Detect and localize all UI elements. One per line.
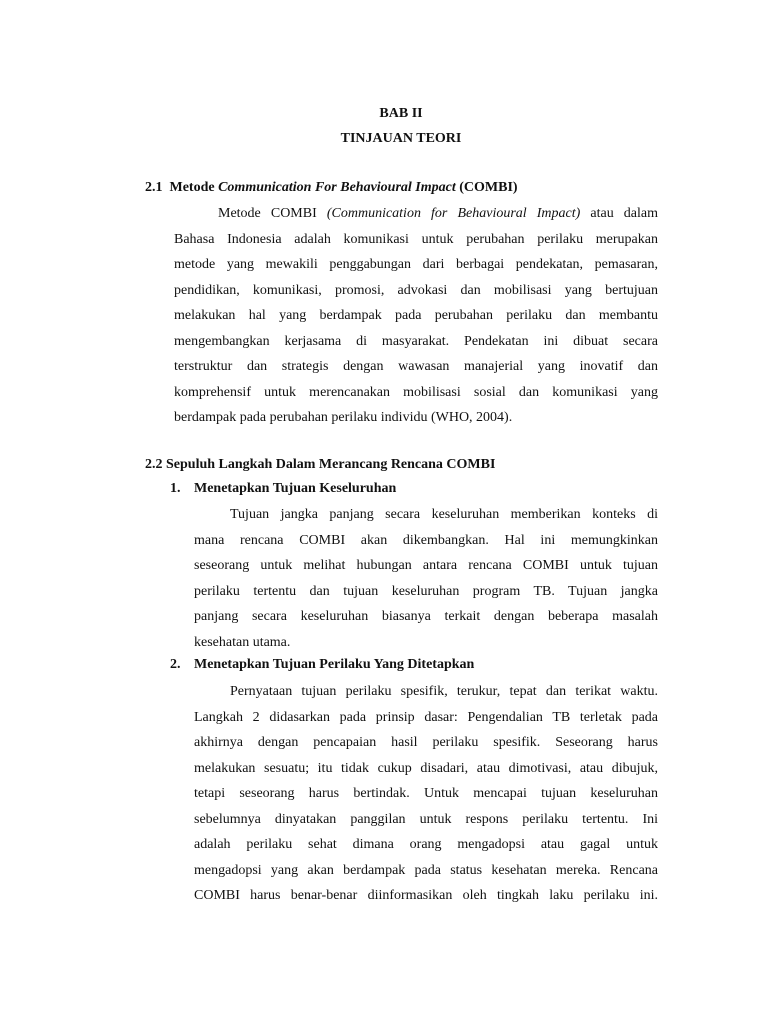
paragraph-line: seseorang untuk melihat hubungan antara rencana COMBI untuk tujuan bbox=[194, 558, 658, 573]
paragraph-line: Pernyataan tujuan perilaku spesifik, terukur, tepat dan terikat waktu. bbox=[230, 684, 658, 699]
paragraph-line: panjang secara keseluruhan biasanya terkait dengan beberapa masalah bbox=[194, 609, 658, 624]
section-2-1-title-prefix: Metode bbox=[169, 180, 215, 195]
item-1-number: 1. bbox=[170, 481, 181, 496]
paragraph-line: Metode COMBI (Communication for Behavioural Impact) atau dalam bbox=[218, 206, 658, 221]
section-2-1-title-italic: Communication For Behavioural Impact bbox=[218, 180, 456, 195]
chapter-title: TINJAUAN TEORI bbox=[340, 131, 462, 146]
paragraph-line: melakukan sesuatu; itu tidak cukup disadari, atau dimotivasi, atau dibujuk, bbox=[194, 760, 658, 776]
item-2-paragraph bbox=[194, 679, 658, 909]
item-1-title: Menetapkan Tujuan Keseluruhan bbox=[194, 481, 397, 496]
paragraph-line: pendidikan, komunikasi, promosi, advokasi dan mobilisasi yang bertujuan bbox=[174, 282, 658, 298]
section-2-1-number: 2.1 bbox=[145, 180, 163, 195]
paragraph-line: tetapi seseorang harus bertindak. Untuk mencapai tujuan keseluruhan bbox=[194, 786, 658, 801]
paragraph-line: melakukan hal yang berdampak pada perubahan perilaku dan membantu bbox=[174, 308, 658, 323]
item-2-title: Menetapkan Tujuan Perilaku Yang Ditetapkan bbox=[194, 657, 475, 672]
section-2-1-heading bbox=[145, 180, 518, 196]
paragraph-line: kesehatan utama. bbox=[194, 634, 291, 650]
paragraph-line: mana rencana COMBI akan dikembangkan. Hal ini memungkinkan bbox=[194, 532, 658, 548]
paragraph-line: sebelumnya dinyatakan panggilan untuk respons perilaku tertentu. Ini bbox=[194, 811, 658, 827]
item-2-number: 2. bbox=[170, 657, 181, 672]
item-2-heading bbox=[170, 657, 474, 673]
section-2-2-heading: 2.2 Sepuluh Langkah Dalam Merancang Rencana COMBI bbox=[145, 457, 496, 472]
paragraph-line: COMBI harus benar-benar diinformasikan oleh tingkah laku perilaku ini. bbox=[194, 888, 658, 903]
paragraph-line: akhirnya dengan pencapaian hasil perilaku spesifik. Seseorang harus bbox=[194, 735, 658, 750]
paragraph-line: mengembangkan kerjasama di masyarakat. Pendekatan ini dibuat secara bbox=[174, 333, 658, 349]
paragraph-line: terstruktur dan strategis dengan wawasan manajerial yang inovatif dan bbox=[174, 359, 658, 374]
item-1-heading bbox=[170, 481, 396, 497]
section-2-1-paragraph bbox=[174, 201, 658, 431]
paragraph-line: komprehensif untuk merencanakan mobilisasi sosial dan komunikasi yang bbox=[174, 384, 658, 400]
paragraph-line: adalah perilaku sehat dimana orang mengadopsi atau gagal untuk bbox=[194, 837, 658, 852]
item-1-paragraph bbox=[194, 502, 658, 655]
section-2-1-title-suffix: (COMBI) bbox=[459, 180, 518, 195]
paragraph-line: metode yang mewakili penggabungan dari berbagai pendekatan, pemasaran, bbox=[174, 257, 658, 272]
paragraph-line: berdampak pada perubahan perilaku individu (WHO, 2004). bbox=[174, 410, 513, 425]
paragraph-line: Tujuan jangka panjang secara keseluruhan memberikan konteks di bbox=[230, 507, 658, 522]
paragraph-line: Langkah 2 didasarkan pada prinsip dasar: Pengendalian TB terletak pada bbox=[194, 709, 658, 725]
paragraph-line: perilaku tertentu dan tujuan keseluruhan program TB. Tujuan jangka bbox=[194, 583, 658, 599]
paragraph-line: mengadopsi yang akan berdampak pada status kesehatan mereka. Rencana bbox=[194, 862, 658, 878]
paragraph-line: Bahasa Indonesia adalah komunikasi untuk perubahan perilaku merupakan bbox=[174, 231, 658, 247]
chapter-label: BAB II bbox=[379, 106, 423, 121]
